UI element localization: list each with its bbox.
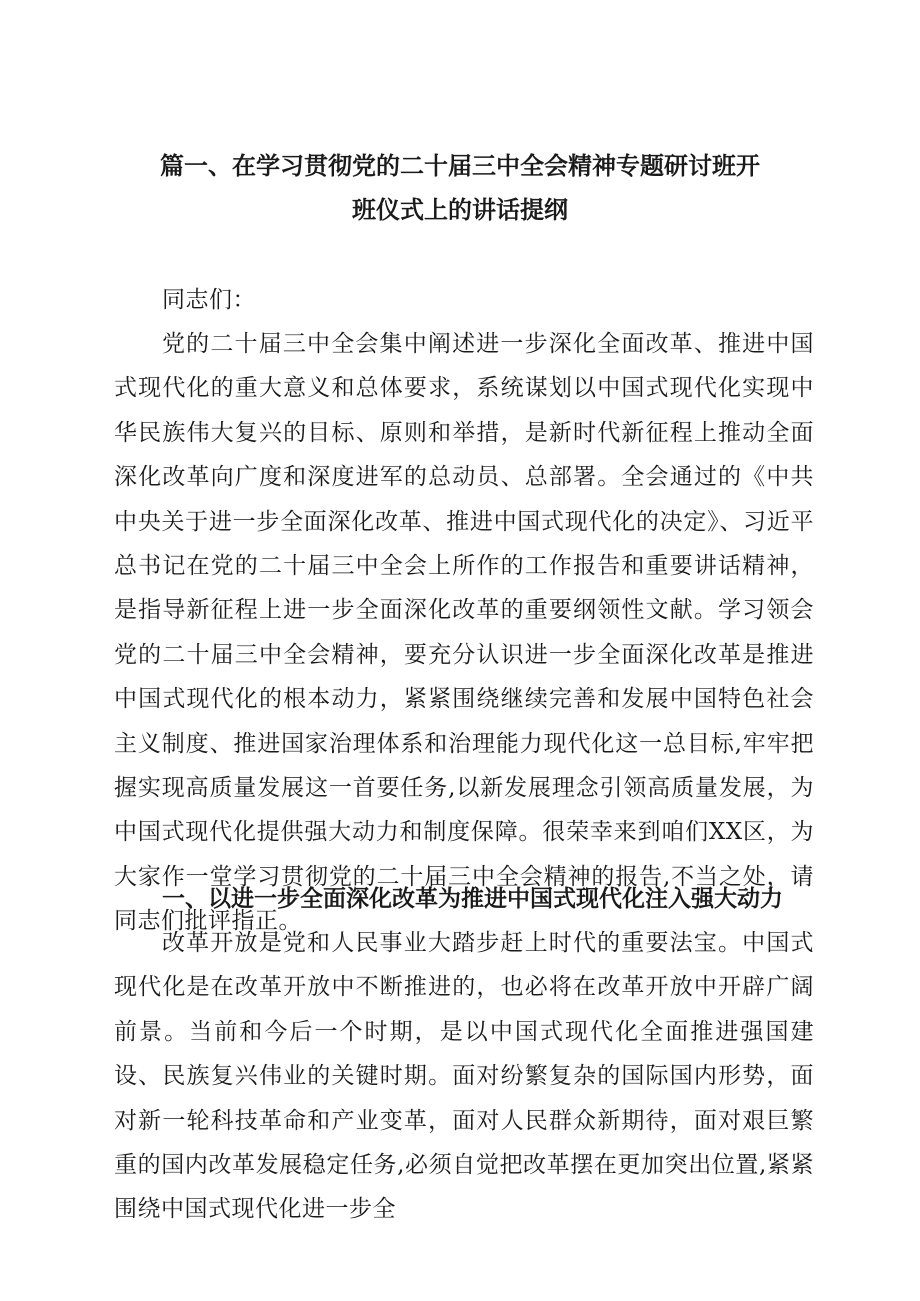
section-heading-1: 一、以进一步全面深化改革为推进中国式现代化注入强大动力 xyxy=(162,886,783,912)
greeting: 同志们： xyxy=(162,287,256,313)
paragraph-intro: 党的二十届三中全会集中阐述进一步深化全面改革、推进中国式现代化的重大意义和总体要求，系统谋划以中国式现代化实现中华民族伟大复兴的目标、原则和举措，是新时代新征程上推动全面深化改革向广度和深度进军的总动员、总部署。全会通过的《中共中央关于进一步全面深化改革、推进中国式现代化的决定》、习近平总书记在党的二十届三中全会上所作的工作报告和重要讲话精神，是指导新征程上进一步全面深化改革的重要纲领性文献。学习领会党的二十届三中全会精神，要充分认识进一步全面深化改革是推进中国式现代化的根本动力，紧紧围绕继续完善和发展中国特色社会主义制度、推进国家治理体系和治理能力现代化这一总目标,牢牢把握实现高质量发展这一首要任务,以新发展理念引领高质量发展，为中国式现代化提供强大动力和制度保障。很荣幸来到咱们XX区，为大家作一堂学习贯彻党的二十届三中全会精神的报告,不当之处，请同志们批评指正。 xyxy=(114,331,814,935)
document-title-line-1: 篇一、在学习贯彻党的二十届三中全会精神专题研讨班开 xyxy=(160,152,760,180)
document-title-line-2: 班仪式上的讲话提纲 xyxy=(352,196,568,224)
paragraph-section-1: 改革开放是党和人民事业大踏步赶上时代的重要法宝。中国式现代化是在改革开放中不断推进的，也必将在改革开放中开辟广阔前景。当前和今后一个时期，是以中国式现代化全面推进强国建设、民族复兴伟业的关键时期。面对纷繁复杂的国际国内形势，面对新一轮科技革命和产业变革，面对人民群众新期待，面对艰巨繁重的国内改革发展稳定任务,必须自觉把改革摆在更加突出位置,紧紧围绕中国式现代化进一步全 xyxy=(114,930,814,1223)
